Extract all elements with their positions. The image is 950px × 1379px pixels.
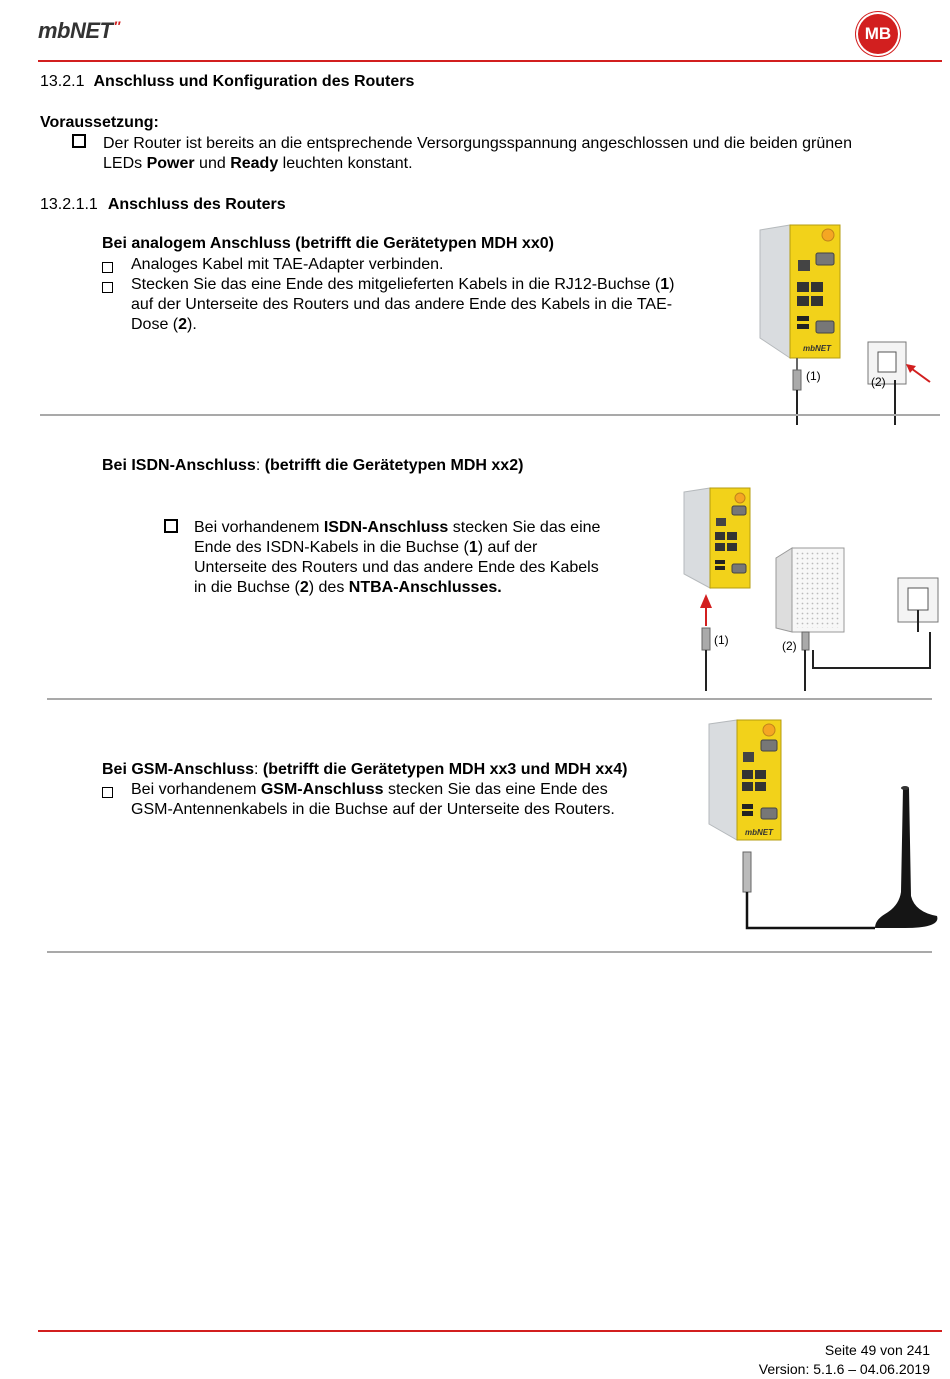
mb-badge-logo: MB bbox=[856, 12, 900, 56]
divider bbox=[40, 414, 940, 416]
divider bbox=[47, 698, 932, 700]
subsection-number: 13.2.1.1 bbox=[40, 196, 98, 213]
prereq-text: Der Router ist bereits an die entsprechende Versorgungsspannung angeschlossen und die beiden grünen LEDs Power und Ready leuchten konstant. bbox=[103, 135, 852, 172]
checkbox-icon bbox=[72, 134, 86, 148]
checkbox-icon bbox=[102, 787, 113, 798]
isdn-socket-icon bbox=[898, 578, 938, 632]
gsm-heading: Bei GSM-Anschluss: (betrifft die Gerätetypen MDH xx3 und MDH xx4) bbox=[102, 761, 628, 778]
mbnet-logo: mbNET″ bbox=[38, 18, 120, 43]
checkbox-icon bbox=[164, 519, 178, 533]
ntba-device-icon bbox=[776, 548, 844, 632]
prereq-label: Voraussetzung: bbox=[40, 114, 159, 131]
subsection-title: Anschluss des Routers bbox=[107, 196, 286, 213]
header-rule bbox=[38, 60, 942, 62]
isdn-heading: Bei ISDN-Anschluss: (betrifft die Gerätetypen MDH xx2) bbox=[102, 457, 524, 474]
isdn-connection-figure bbox=[680, 486, 945, 691]
prereq-item bbox=[72, 134, 932, 174]
analog-item-2: Stecken Sie das eine Ende des mitgelieferten Kabels in die RJ12-Buchse (1) auf der Unterseite des Routers und das andere Ende des Kabels in die TAE- Dose (2). bbox=[102, 275, 742, 335]
arrow-icon bbox=[700, 594, 712, 608]
checkbox-icon bbox=[102, 282, 113, 293]
router-icon bbox=[684, 488, 750, 588]
router-icon bbox=[709, 720, 781, 840]
section-title: Anschluss und Konfiguration des Routers bbox=[93, 73, 415, 90]
gsm-antenna-icon bbox=[875, 786, 937, 928]
analog-connection-figure bbox=[750, 220, 945, 425]
section-number: 13.2.1 bbox=[40, 73, 85, 90]
gsm-connection-figure bbox=[705, 716, 945, 931]
footer bbox=[759, 1341, 930, 1379]
svg-text:mbNET: mbNET bbox=[803, 344, 831, 353]
fig-label-1: (1) bbox=[714, 633, 729, 647]
fig-label-1: (1) bbox=[806, 369, 821, 383]
footer-rule bbox=[38, 1330, 942, 1332]
divider bbox=[47, 951, 932, 953]
version-info: Version: 5.1.6 – 04.06.2019 bbox=[758, 1361, 930, 1377]
svg-text:mbNET: mbNET bbox=[745, 828, 773, 837]
gsm-item: Bei vorhandenem GSM-Anschluss stecken Sie das eine Ende des GSM-Antennenkabels in die Buchse auf der Unterseite des Routers. bbox=[102, 780, 682, 820]
analog-heading: Bei analogem Anschluss (betrifft die Gerätetypen MDH xx0) bbox=[102, 235, 554, 252]
fig-label-2: (2) bbox=[871, 375, 886, 389]
section-heading bbox=[40, 72, 414, 92]
analog-item-1: Analoges Kabel mit TAE-Adapter verbinden. bbox=[102, 255, 443, 279]
checkbox-icon bbox=[102, 262, 113, 273]
subsection-heading bbox=[40, 195, 286, 215]
router-icon bbox=[760, 225, 840, 358]
page-number: Seite 49 von 241 bbox=[824, 1342, 930, 1358]
fig-label-2: (2) bbox=[782, 639, 797, 653]
isdn-item: Bei vorhandenem ISDN-Anschluss stecken Sie das eine Ende des ISDN-Kabels in die Buchse (1) auf der Unterseite des Routers und das andere Ende des Kabels in die Buchse (2) des NTBA-Anschlusses. bbox=[164, 518, 664, 598]
